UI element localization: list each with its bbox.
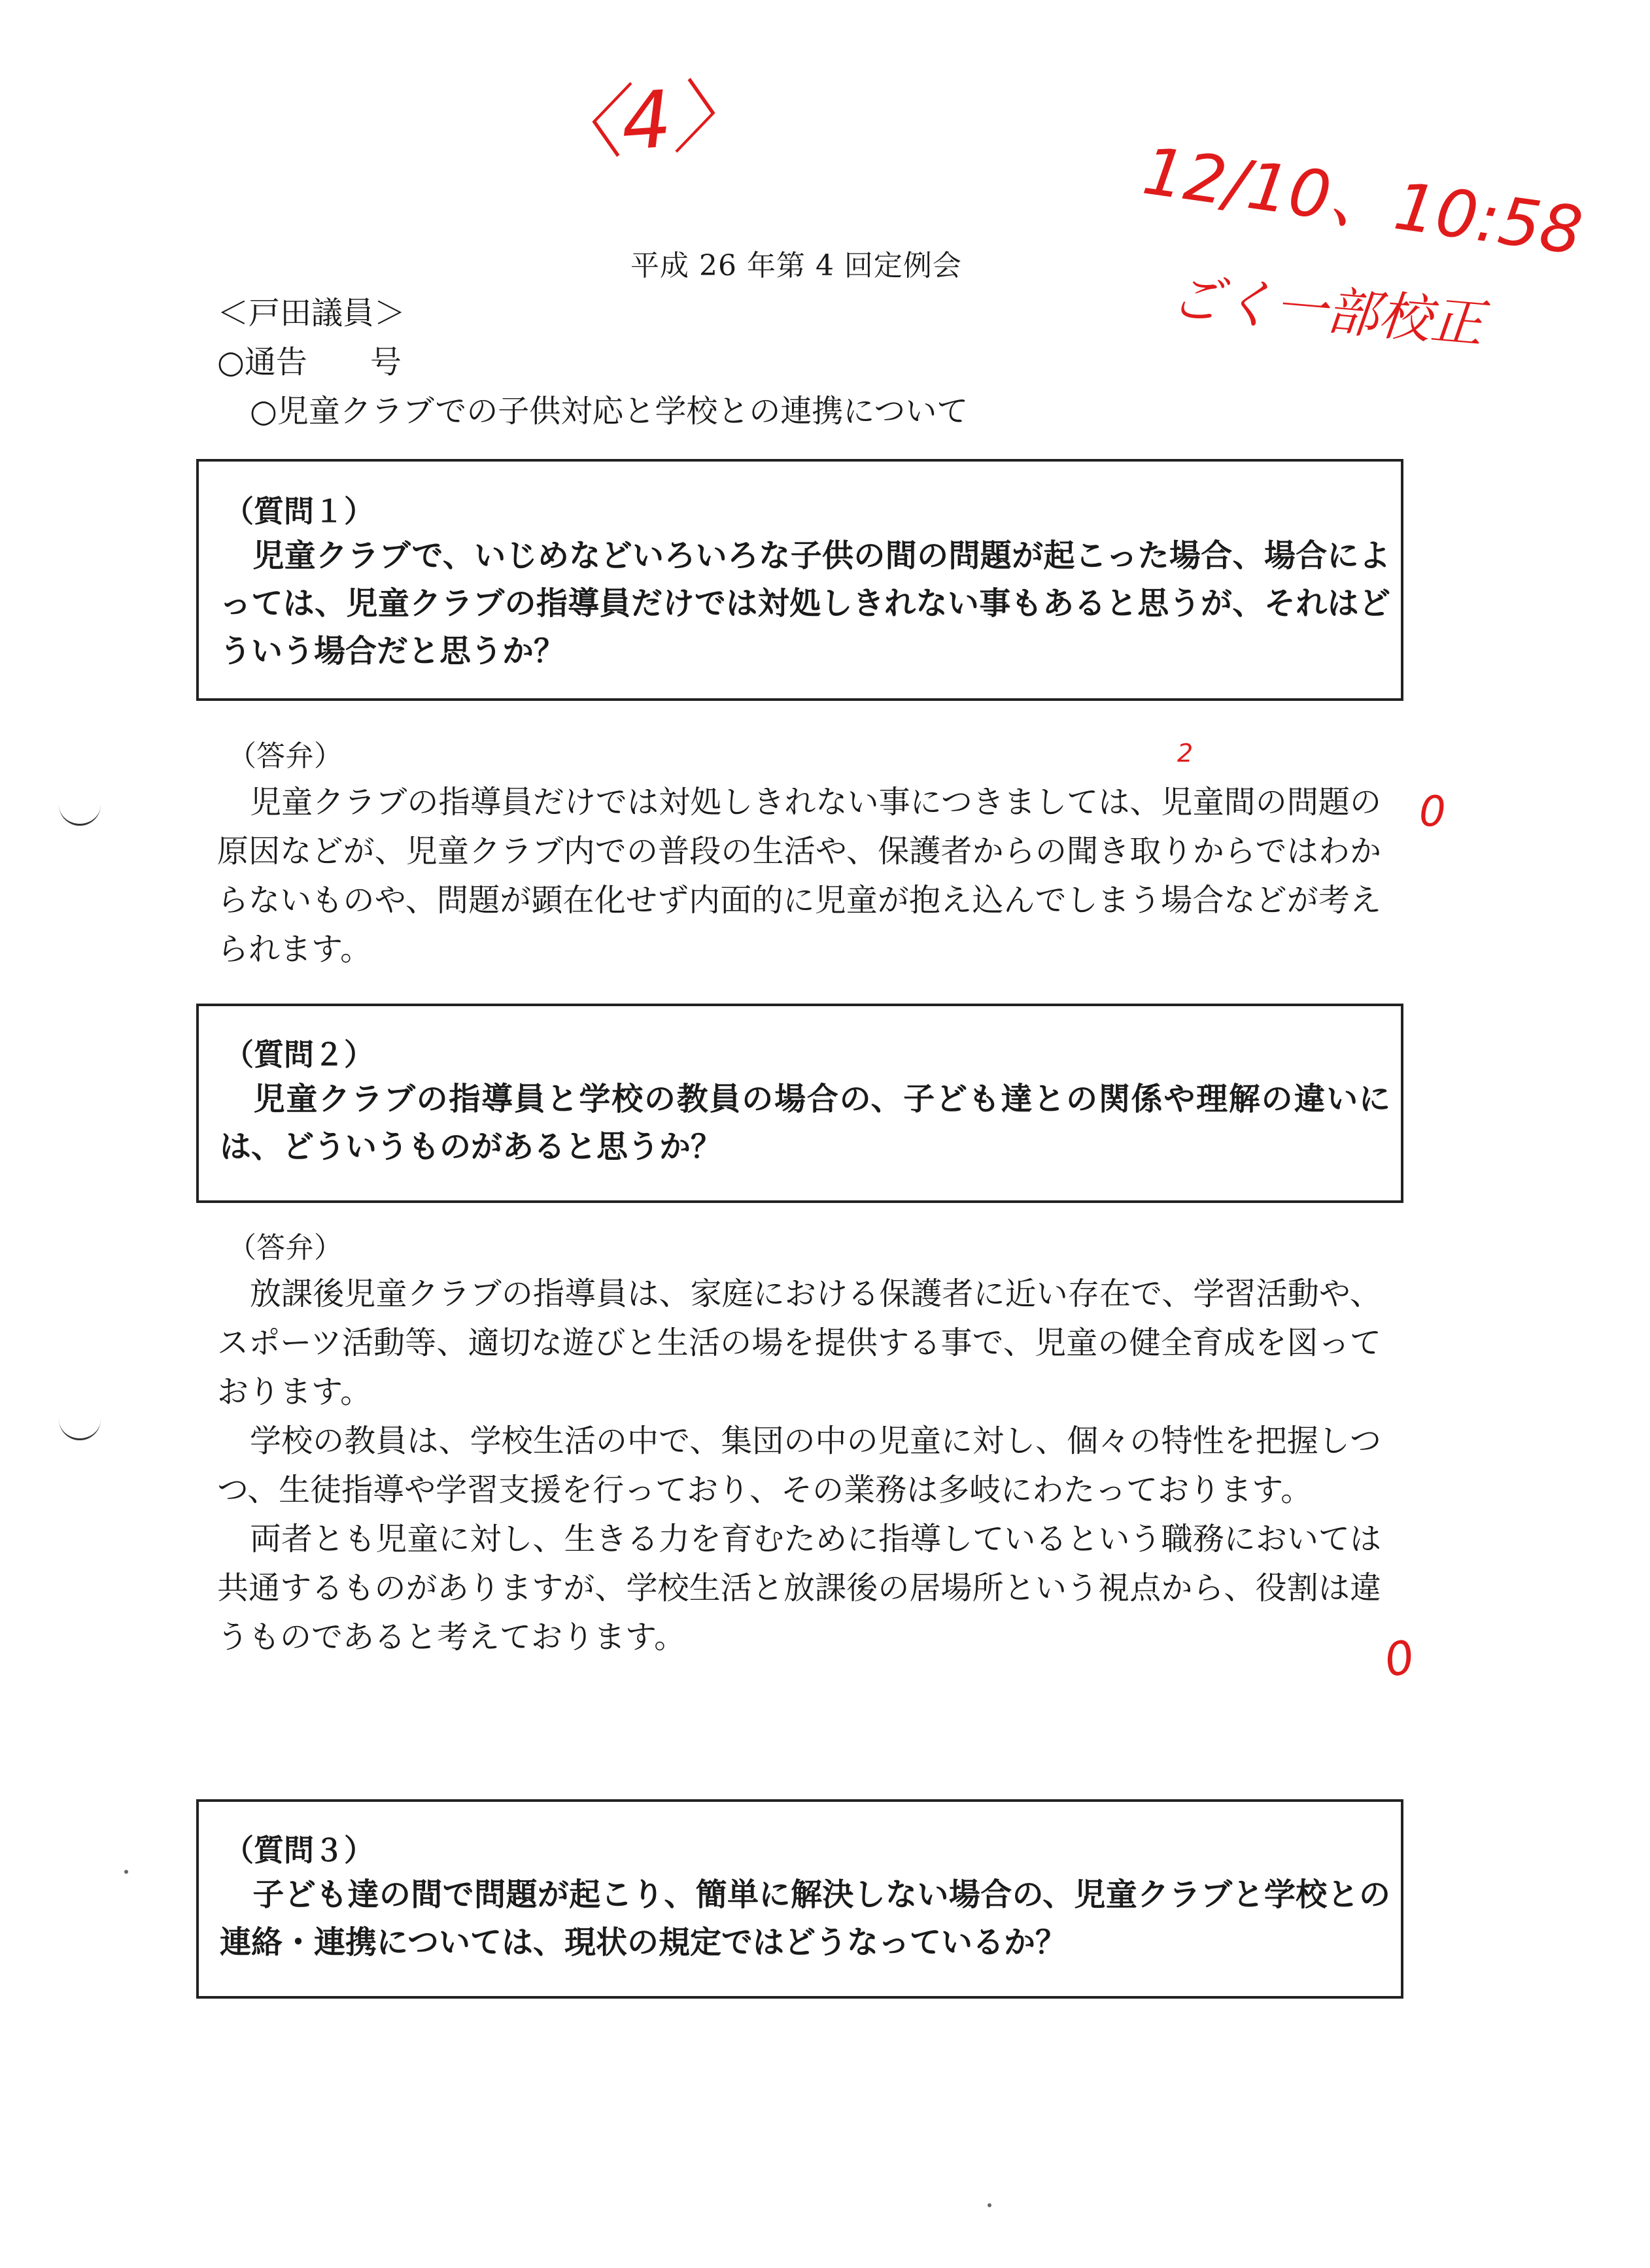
- session-title: 平成 26 年第 4 回定例会: [630, 249, 962, 282]
- handwritten-margin-mark: 0: [1419, 788, 1446, 836]
- scan-mark: [59, 804, 101, 826]
- question-box: [196, 459, 1403, 701]
- question-label: （質問１）: [224, 494, 374, 529]
- member-name: ＜戸田議員＞: [217, 295, 406, 331]
- answer-paragraph: 放課後児童クラブの指導員は、家庭における保護者に近い存在で、学習活動や、スポーツ活動等、適切な遊びと生活の場を提供する事で、児童の健全育成を図っております。: [217, 1276, 1381, 1410]
- answer-paragraph: 学校の教員は、学校生活の中で、集団の中の児童に対し、個々の特性を把握しつつ、生徒指導や学習支援を行っており、その業務は多岐にわたっております。: [217, 1423, 1381, 1508]
- handwritten-margin-mark: 0: [1380, 1629, 1418, 1688]
- scan-mark: [59, 1419, 101, 1440]
- handwritten-page-mark: 〈4〉: [540, 69, 753, 174]
- notice-number: ○通告 号: [217, 344, 402, 381]
- question-label: （質問２）: [224, 1037, 374, 1072]
- question-box: [196, 1799, 1403, 1999]
- question-text: 児童クラブの指導員と学校の教員の場合の、子ども達との関係や理解の違いには、どういうものがあると思うか？: [220, 1081, 1390, 1165]
- answer-label: （答弁）: [228, 1231, 343, 1264]
- handwritten-correction-mark: 2: [1177, 739, 1194, 768]
- question-text: 児童クラブで、いじめなどいろいろな子供の間の問題が起こった場合、場合によっては、児童クラブの指導員だけでは対処しきれない事もあると思うが、それはどういう場合だと思うか？: [220, 537, 1390, 669]
- question-text: 子ども達の間で問題が起こり、簡単に解決しない場合の、児童クラブと学校との連絡・連携については、現状の規定ではどうなっているか？: [220, 1876, 1390, 1961]
- question-topic: ○児童クラブでの子供対応と学校との連携について: [250, 393, 969, 430]
- answer-body: [217, 778, 1381, 974]
- question-label: （質問３）: [224, 1833, 374, 1868]
- scan-speck: [124, 1870, 128, 1874]
- question-box: [196, 1004, 1403, 1203]
- handwritten-proofread-note: ごく一部校正: [1167, 267, 1486, 355]
- answer-paragraph: 児童クラブの指導員だけでは対処しきれない事につきましては、児童間の問題の原因などが、児童クラブ内での普段の生活や、保護者からの聞き取りからではわからないものや、問題が顕在化せず内面的に児童が抱え込んでしまう場合などが考えられます。: [217, 784, 1381, 968]
- answer-paragraph: 両者とも児童に対し、生きる力を育むために指導しているという職務においては共通するものがありますが、学校生活と放課後の居場所という視点から、役割は違うものであると考えております。: [217, 1521, 1381, 1655]
- answer-body: [217, 1270, 1381, 1662]
- scan-speck: [988, 2203, 991, 2207]
- handwritten-datetime: 12/10、10:58: [1138, 132, 1587, 270]
- answer-label: （答弁）: [228, 739, 343, 773]
